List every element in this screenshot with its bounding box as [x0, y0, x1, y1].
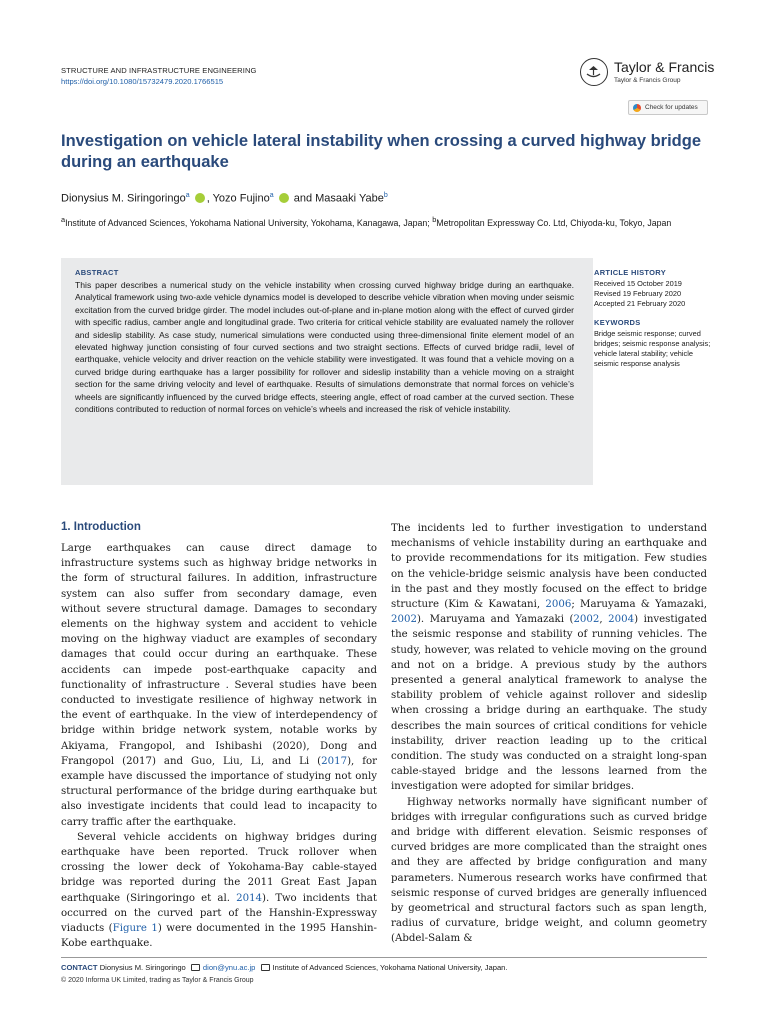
- intro-paragraph-4: Highway networks normally have significant number of bridges with irregular configurations such as curved bridge and bridge with different elevation. Seismic responses of curved bridges are more complicated than the straight ones and they are affected by bridge configuration and many parameters. Numerous research works have confirmed that seismic response of curved bridges are generally influenced by geometrical and structural factors such as span length, radius of curvature, bridge weight, and column geometry (Abdel-Salam &: [391, 796, 707, 945]
- paragraph-text: ). Maruyama and Yamazaki (: [416, 614, 574, 626]
- received-date: Received 15 October 2019: [594, 279, 682, 288]
- paragraph-text: ). Two incidents that occurred on the curved part of the Hanshin-Expressway viaducts (: [61, 892, 377, 935]
- contact-label: CONTACT: [61, 963, 98, 972]
- paragraph-text: ,: [599, 614, 609, 626]
- author-name[interactable]: Dionysius M. Siringoringo: [61, 192, 186, 205]
- author-separator: ,: [206, 192, 213, 205]
- keywords-heading: KEYWORDS: [594, 318, 641, 327]
- author-affil-sup: a: [269, 192, 274, 199]
- author-name[interactable]: Masaaki Yabe: [315, 192, 384, 205]
- paragraph-text: ), for example have discussed the importance of studying not only structural performance of the bridge during earthquake but also investigate incidents that could lead to incapacity to carry traffic after the earthquake.: [61, 755, 378, 828]
- paragraph-text: Several vehicle accidents on highway bridges during earthquake have been reported. Truck rollover when crossing the lower deck of Yokohama-Bay cable-stayed bridge was reported during the 2011 Great East Japan earthquake (Siringoringo et al.: [61, 831, 377, 904]
- section-heading: 1. Introduction: [61, 521, 141, 533]
- publisher-logo: [580, 56, 715, 88]
- orcid-icon[interactable]: [195, 193, 205, 203]
- check-for-updates-label: Check for updates: [645, 104, 698, 111]
- citation-link[interactable]: 2004: [608, 614, 635, 626]
- paragraph-text: Large earthquakes can cause direct damage to infrastructure systems such as highway bridge networks in the form of structural failures. In addition, infrastructure system can also suffer from secondary damage, even without severe structural damage. Damages to secondary elements on the highway system and accident to vehicle moving on the highway viaduct are examples of secondary damages that could occur during an earthquake. These accidents can impede post-earthquake capacity and functionality of infrastructure . Several studies have been conducted to investigate resilience of highway network in the event of earthquake. In the view of interdependency of bridge within bridge network system, notable works by Akiyama, Frangopol, and Ishibashi (2020), Dong and Frangopol (2017) and Guo, Liu, Li, and Li (: [61, 543, 377, 767]
- abstract-box: [61, 258, 593, 485]
- author-name[interactable]: Yozo Fujino: [212, 192, 270, 205]
- address-icon: [261, 964, 270, 971]
- crossmark-icon: [633, 104, 641, 112]
- contact-name: Dionysius M. Siringoringo: [99, 963, 186, 972]
- article-title: Investigation on vehicle lateral instability when crossing a curved highway bridge during an earthquake: [61, 132, 701, 171]
- intro-paragraph-1: [61, 541, 377, 830]
- check-for-updates-button[interactable]: [628, 100, 708, 115]
- author-list: [61, 189, 661, 206]
- paragraph-text: ) investigated the seismic response and stability of running vehicles. The study, however, was related to vehicle moving on the ground and not on a bridge. A previous study by the authors presented a general analytical framework to analyse the stability problem of vehicle against rollover and sideslip when crossing a bridge during an earthquake. The study describes the main sources of critical conditions for vehicle instability, driver reaction leading up to the critical condition. The study was conducted on a straight long-span cable-stayed bridge and the lessons learned from the investigation were adopted for similar bridges.: [391, 614, 708, 793]
- doi-link[interactable]: https://doi.org/10.1080/15732479.2020.1766515: [61, 77, 224, 86]
- journal-name: STRUCTURE AND INFRASTRUCTURE ENGINEERING: [61, 66, 257, 75]
- article-info-sidebar: [594, 258, 714, 485]
- affiliation-a: Institute of Advanced Sciences, Yokohama National University, Yokohama, Kanagawa, Japan;: [65, 217, 433, 228]
- affiliations: [61, 213, 681, 230]
- affil-sup: a: [61, 215, 66, 224]
- keywords-list: Bridge seismic response; curved bridges; seismic response analysis; vehicle lateral stability; vehicle seismic response analysis: [594, 329, 711, 368]
- paragraph-text: The incidents led to further investigation to understand mechanisms of vehicle instability during an earthquake and to provide recommendations for its mitigation. Few studies on the vehicle-bridge seismic analysis have been conducted in the past and they mostly focused on the effect to bridge structure (Kim & Kawatani,: [391, 523, 707, 611]
- citation-link[interactable]: 2006: [545, 599, 572, 611]
- body-column-right: [391, 521, 707, 947]
- paragraph-text: ) were documented in the 1995 Hanshin-Kobe earthquake.: [61, 923, 377, 950]
- citation-link[interactable]: 2002: [391, 614, 417, 626]
- article-history-heading: ARTICLE HISTORY: [594, 268, 667, 277]
- affil-sup: b: [432, 215, 437, 224]
- publisher-name: Taylor & Francis: [614, 59, 715, 75]
- copyright-notice: © 2020 Informa UK Limited, trading as Taylor & Francis Group: [61, 977, 254, 984]
- contact-email-link[interactable]: dion@ynu.ac.jp: [202, 963, 256, 972]
- revised-date: Revised 19 February 2020: [594, 289, 682, 298]
- contact-line: [61, 963, 508, 972]
- email-icon: [191, 964, 200, 971]
- contact-affiliation: Institute of Advanced Sciences, Yokohama National University, Japan.: [272, 963, 508, 972]
- body-column-left: [61, 521, 377, 951]
- publisher-subname: Taylor & Francis Group: [614, 77, 681, 84]
- abstract-heading: ABSTRACT: [75, 268, 119, 277]
- citation-link[interactable]: 2014: [236, 892, 263, 904]
- footer-divider: [61, 957, 707, 958]
- orcid-icon[interactable]: [279, 193, 289, 203]
- intro-paragraph-2: [61, 830, 377, 952]
- author-affil-sup: a: [185, 192, 190, 199]
- citation-link[interactable]: 2017: [321, 755, 348, 767]
- paragraph-text: ; Maruyama & Yamazaki,: [571, 599, 707, 611]
- intro-paragraph-3: [391, 521, 707, 795]
- publisher-logo-icon: [580, 58, 608, 86]
- figure-link[interactable]: Figure 1: [112, 923, 158, 935]
- accepted-date: Accepted 21 February 2020: [594, 299, 686, 308]
- abstract-text: This paper describes a numerical study on the vehicle instability when crossing curved highway bridge during an earthquake. Analytical framework using two-axle vehicle dynamics model is developed to describe vehicle vibration when moving under seismic excitation from the curved bridge girder. The model includes out-of-plane and in-plane motion along with the effect of curved girder with specific radius, camber angle and longitudinal grade. Two criteria for critical vehicle stability are evaluated namely the rollover and sideslip stability. As case study, numerical simulations were conducted using three-dimensional finite element model of an elevated highway junction consisting of four curved sections and two straight sections. Effects of curved bridge radii, level of earthquake, vehicle velocity and driver reaction on the vehicle stability were investigated. It was found that a vehicle moving on a curved bridge during earthquake has a larger possibility for rollover and sideslip instability than a vehicle moving on a straight section for the same driving velocity and level of earthquake. Results of simulations demonstrate that normal forces on vehicle’s wheels are significantly influenced by the curved bridge effects, steering angle, effect of road camber at the curved section. These conditions contributed to reduction of normal forces on vehicle’s wheels and increased the risk of vehicle instability.: [75, 280, 574, 415]
- author-separator: and: [290, 192, 316, 205]
- author-affil-sup: b: [383, 192, 388, 199]
- citation-link[interactable]: 2002: [573, 614, 600, 626]
- affiliation-b: Metropolitan Expressway Co. Ltd, Chiyoda-ku, Tokyo, Japan: [436, 217, 672, 228]
